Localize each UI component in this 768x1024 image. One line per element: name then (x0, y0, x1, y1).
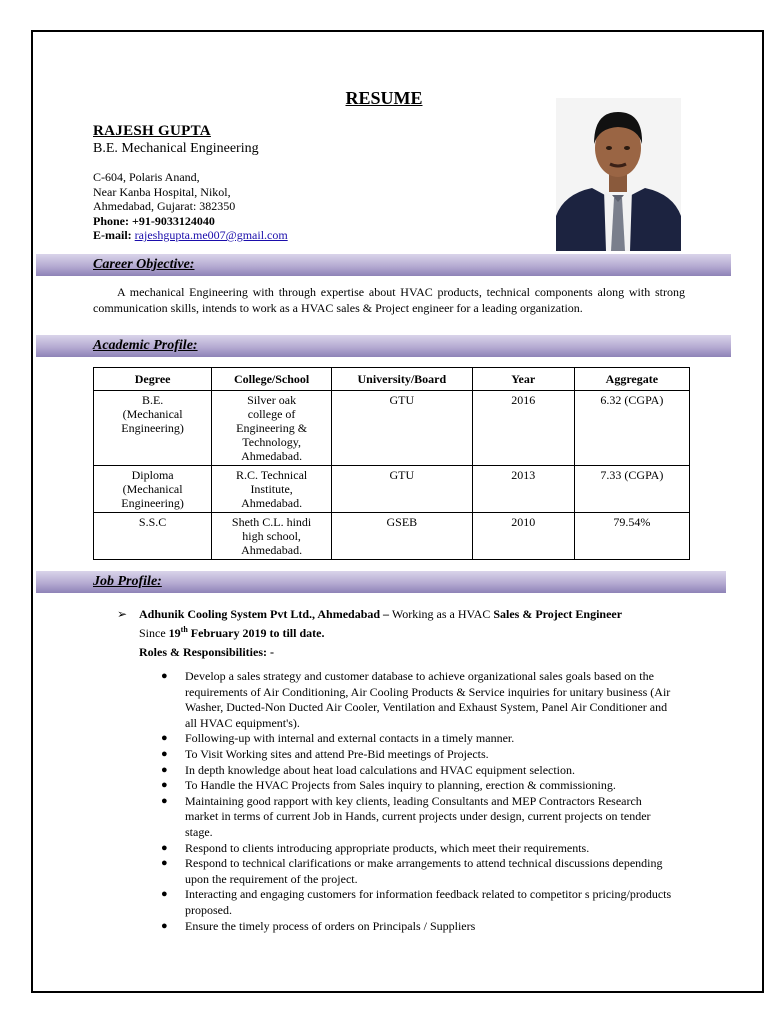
candidate-degree: B.E. Mechanical Engineering (93, 141, 259, 156)
table-cell: 6.32 (CGPA) (574, 391, 689, 466)
table-cell: B.E. (Mechanical Engineering) (94, 391, 212, 466)
responsibility-text: To Handle the HVAC Projects from Sales inquiry to planning, erection & commissioning. (185, 778, 616, 793)
bullet-icon: ● (161, 732, 168, 745)
list-item (161, 778, 677, 794)
email-link[interactable]: rajeshgupta.me007@gmail.com (134, 228, 288, 242)
table-row (94, 466, 690, 513)
job-position: Sales & Project Engineer (493, 607, 623, 621)
responsibility-text: In depth knowledge about heat load calculations and HVAC equipment selection. (185, 762, 576, 777)
bullet-icon: ● (161, 888, 168, 901)
roles-heading: Roles & Responsibilities: - (139, 645, 274, 659)
column-header: Degree (94, 368, 212, 391)
since-prefix: Since (139, 626, 169, 640)
bullet-icon: ● (161, 747, 168, 760)
table-cell: 2013 (472, 466, 574, 513)
resume-title: RESUME (345, 88, 423, 108)
candidate-name: RAJESH GUPTA (93, 123, 211, 139)
responsibility-text: Ensure the timely process of orders on Principals / Suppliers (185, 918, 476, 933)
table-cell: GTU (331, 391, 472, 466)
responsibilities-list (161, 669, 677, 934)
arrow-bullet-icon: ➢ (117, 607, 128, 621)
academic-profile-bar (36, 335, 731, 357)
table-cell: 7.33 (CGPA) (574, 466, 689, 513)
list-item (161, 856, 677, 887)
bullet-icon: ● (161, 794, 168, 807)
column-header: College/School (212, 368, 332, 391)
responsibility-text: Interacting and engaging customers for information feedback related to competitor s pricing/products proposed. (185, 887, 672, 917)
responsibility-text: Respond to clients introducing appropriate products, which meet their requirements. (185, 840, 590, 855)
profile-photo (556, 98, 681, 251)
address-line: Near Kanba Hospital, Nikol, (93, 184, 231, 199)
phone-number: +91-9033124040 (132, 213, 215, 228)
bullet-icon: ● (161, 763, 168, 776)
bullet-icon: ● (161, 779, 168, 792)
bullet-icon: ● (161, 841, 168, 854)
since-suffix: th (180, 625, 188, 634)
job-title-line (139, 606, 697, 622)
phone-label: Phone: (93, 213, 129, 228)
address-line: Ahmedabad, Gujarat: 382350 (93, 199, 236, 213)
list-item (161, 763, 677, 779)
responsibility-text: To Visit Working sites and attend Pre-Bid meetings of Projects. (185, 746, 489, 761)
since-rest: February 2019 to till date. (187, 626, 325, 640)
table-cell: 79.54% (574, 513, 689, 560)
since-day: 19 (168, 626, 181, 640)
table-cell: S.S.C (94, 513, 212, 560)
career-objective-heading: Career Objective: (93, 257, 195, 272)
job-entry (117, 606, 697, 641)
table-cell: 2016 (472, 391, 574, 466)
job-profile-heading: Job Profile: (93, 574, 162, 589)
table-cell: GSEB (331, 513, 472, 560)
table-cell: GTU (331, 466, 472, 513)
responsibility-text: Following-up with internal and external contacts in a timely manner. (185, 731, 515, 746)
academic-profile-heading: Academic Profile: (93, 338, 198, 353)
table-cell: Silver oak college of Engineering & Technology, Ahmedabad. (212, 391, 332, 466)
bullet-icon: ● (161, 857, 168, 870)
bullet-icon: ● (161, 670, 168, 682)
list-item (161, 919, 677, 935)
career-objective-bar (36, 254, 731, 276)
table-cell: R.C. Technical Institute, Ahmedabad. (212, 466, 332, 513)
list-item (161, 887, 677, 918)
working-as-text: Working as a HVAC (389, 607, 494, 621)
table-cell: Diploma (Mechanical Engineering) (94, 466, 212, 513)
email-line (93, 228, 288, 243)
list-item (161, 747, 677, 763)
bullet-icon: ● (161, 919, 168, 932)
academic-table (93, 367, 690, 560)
column-header: Aggregate (574, 368, 689, 391)
responsibility-text: Respond to technical clarifications or make arrangements to attend technical discussions depending upon the requirement of the project. (185, 856, 663, 886)
table-header-row (94, 368, 690, 391)
phone-line (93, 214, 288, 229)
list-item (161, 669, 677, 731)
responsibility-text: Develop a sales strategy and customer database to achieve organizational sales goals based on the requirements of Air Conditioning, Air Cooling Products & Service inquiries for unitary business (Air Washer, Ducted-Non Ducted Air Cooler, Ventilation and Exhaust System, Panel Air Conditioner and all HVAC equipment's). (185, 669, 671, 730)
table-cell: 2010 (472, 513, 574, 560)
column-header: Year (472, 368, 574, 391)
table-row (94, 391, 690, 466)
list-item (161, 841, 677, 857)
email-label: E-mail: (93, 228, 132, 242)
table-cell: Sheth C.L. hindi high school, Ahmedabad. (212, 513, 332, 560)
table-row (94, 513, 690, 560)
address-line: C-604, Polaris Anand, (93, 170, 200, 184)
job-since-line (139, 622, 697, 641)
list-item (161, 731, 677, 747)
list-item (161, 794, 677, 841)
column-header: University/Board (331, 368, 472, 391)
responsibility-text: Maintaining good rapport with key clients, leading Consultants and MEP Contractors Research market in terms of current Job in Hands, current projects under design, current projects on tender stage. (185, 793, 651, 839)
job-profile-bar (36, 571, 726, 593)
company-name: Adhunik Cooling System Pvt Ltd., Ahmedabad – (139, 607, 390, 621)
career-objective-text: A mechanical Engineering with through expertise about HVAC products, technical components along with strong communication skills, intends to work as a HVAC sales & Project engineer for a leading organization. (93, 285, 685, 315)
contact-block (93, 170, 288, 243)
